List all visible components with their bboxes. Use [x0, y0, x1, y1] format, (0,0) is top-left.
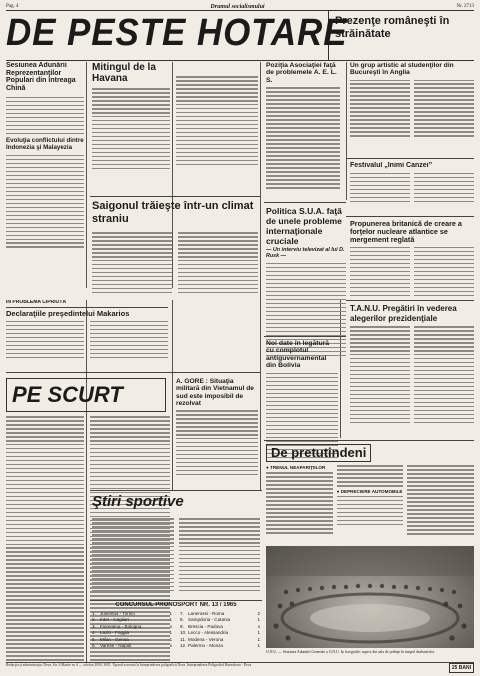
article-text	[6, 155, 84, 248]
result-cell: Juventus - Torino	[100, 610, 135, 616]
result-cell: Milan - Genoa	[100, 636, 129, 642]
result-cell: 7.	[180, 610, 184, 616]
results-list	[180, 611, 260, 650]
sports-text	[92, 518, 260, 598]
headline-festival: Festivalul „Inimi Canzei”	[350, 162, 433, 169]
headline-nuclear-forces: Propunerea britanică de creare a forţelor nucleare atlantice se mergement reglată	[350, 220, 462, 244]
footer-imprint	[6, 662, 474, 674]
saigon-text	[92, 232, 258, 372]
result-cell: Inter - Cagliari	[100, 617, 129, 623]
article-text	[6, 97, 84, 134]
section-rule	[346, 158, 474, 159]
headline-usa-policy: Politica S.U.A. faţă de unele probleme internaţionale cruciale	[266, 206, 342, 246]
page-number: Pag. 4	[6, 4, 19, 9]
result-cell: Palermo - Monza	[188, 643, 223, 649]
result-value: 2	[257, 610, 260, 616]
headline-tanu: T.A.N.U. Pregătiri în vederea alegerilor prezidenţiale	[350, 304, 457, 323]
pe-scurt-box	[6, 378, 166, 412]
masthead	[6, 11, 474, 61]
headline-indonesia-conflict: Evoluţia conflictului dintre Indonezia şi Malayezia	[6, 137, 84, 152]
result-value: 1	[257, 643, 260, 649]
sidebar-title: Prezenţe româneşti în străinătate	[335, 15, 450, 40]
headline-makarios: Declaraţiile preşedintelui Makarios	[6, 308, 130, 318]
un-assembly-photo	[266, 546, 474, 648]
headline-aels: Poziţia Asociaţiei faţă de problemele A. E. L. S.	[266, 62, 337, 84]
tanu-article	[350, 304, 474, 440]
result-value: x	[169, 643, 172, 649]
result-value: 1	[169, 636, 172, 642]
section-rule	[264, 202, 346, 203]
results-list	[92, 611, 172, 650]
result-cell: 6.	[92, 643, 96, 649]
section-rule	[264, 336, 346, 337]
result-cell: Brescia - Padova	[188, 623, 223, 629]
britain-article	[350, 220, 474, 296]
festival-article	[350, 162, 474, 214]
headline-students-england: Un grup artistic al studenţilor din Bucureşti în Anglia	[350, 62, 454, 77]
photo-crowd	[266, 546, 474, 648]
result-value: 1	[257, 636, 260, 642]
photo-caption: O.N.U. — Sesiunea Adunării Generale a O.N.U. În fotografie: aspect din sala de şedinţe în timpul dezbaterilor.	[266, 650, 435, 654]
column-3a	[266, 62, 340, 192]
result-cell: 3.	[92, 623, 96, 629]
result-row	[180, 643, 260, 650]
result-cell: Lazio - Foggia	[100, 630, 130, 636]
result-cell: 1.	[92, 610, 96, 616]
result-value: x	[169, 623, 172, 629]
result-cell: 8.	[180, 617, 184, 623]
result-cell: 12.	[180, 643, 187, 649]
footer-text: Redacţia şi administraţia: Deva, Str. 6 Martie nr. 6 — telefon 3000, 3001. Tiparul executat la întreprinderea poligrafică Deva. Întreprinderea Poligrafică Hunedoara - Deva.	[6, 663, 253, 667]
result-cell: 5.	[92, 636, 96, 642]
column-rule	[260, 62, 261, 490]
column-rule	[86, 62, 87, 288]
saigon-headline-block	[92, 200, 258, 230]
result-value: x	[257, 623, 260, 629]
headline-bolivia: Noi date în legătură cu complotul antiguvernamental din Bolivia	[266, 340, 330, 370]
pronosport-block	[92, 602, 260, 662]
section-rule	[90, 490, 262, 491]
pe-scurt-col-1	[6, 416, 84, 662]
headline-saigon: Saigonul trăieşte într-un climat straniu	[92, 200, 254, 225]
result-value: 1	[169, 630, 172, 636]
result-cell: Lanerossi - Roma	[188, 610, 225, 616]
column-rule	[346, 62, 347, 200]
result-cell: Modena - Verona	[188, 636, 224, 642]
everywhere-title: De pretutindeni	[266, 444, 371, 462]
headline-gore: A. GORE : Situaţia militară din Vietnamul de sud este imposibil de rezolvat	[176, 378, 254, 407]
result-value: 1	[169, 610, 172, 616]
sports-title-block	[92, 494, 260, 516]
section-rule	[346, 216, 474, 217]
section-label-cyprus: ÎN PROBLEMA CIPRIOTĂ	[6, 300, 168, 308]
sports-title: Ştiri sportive	[92, 494, 184, 510]
section-banner: DE PESTE HOTARE	[6, 12, 348, 54]
result-cell: Varese - Napoli	[100, 643, 132, 649]
result-value: 1	[169, 617, 172, 623]
item-heading-cars: ● DEPRECIERE AUTOMOBILE	[336, 488, 403, 494]
result-cell: 9.	[180, 623, 184, 629]
everywhere-section	[266, 444, 474, 544]
headline-china-session: Sesiunea Adunării Reprezentanţilor Populari din întreaga Chină	[6, 62, 76, 93]
newspaper-name: Drumul socialismului	[210, 3, 265, 10]
result-cell: Fiorentina - Bologna	[100, 623, 142, 629]
issue-number: Nr. 2713	[456, 4, 474, 9]
pronosport-title: CONCURSUL PRONOSPORT NR. 13 / 1965	[115, 602, 237, 608]
gore-article	[176, 378, 258, 488]
result-cell: Sampdoria - Catania	[188, 617, 231, 623]
result-value: 1	[257, 617, 260, 623]
section-rule	[264, 440, 474, 441]
top-line	[6, 3, 474, 11]
result-cell: 10.	[180, 630, 187, 636]
column-4a	[350, 62, 474, 152]
section-rule	[90, 600, 262, 601]
section-rule	[346, 300, 474, 301]
result-cell: 4.	[92, 630, 96, 636]
column-1	[6, 62, 84, 298]
result-cell: Lecco - Alessandria	[188, 630, 229, 636]
section-rule	[90, 196, 260, 197]
result-value: 1	[257, 630, 260, 636]
result-cell: 2.	[92, 617, 96, 623]
headline-havana-rally: Mitingul de la Havana	[92, 62, 156, 84]
item-heading-trains: ● TRENUL NEAPARIŢIILOR	[266, 465, 326, 471]
section-rule	[6, 372, 260, 373]
subheadline-rusk: — Un interviu televizat al lui D. Rusk —	[266, 247, 345, 259]
price-box: 25 BANI	[449, 663, 474, 673]
pe-scurt-title: PE SCURT	[12, 382, 123, 407]
result-cell: 11.	[180, 636, 187, 642]
result-row	[92, 643, 172, 650]
